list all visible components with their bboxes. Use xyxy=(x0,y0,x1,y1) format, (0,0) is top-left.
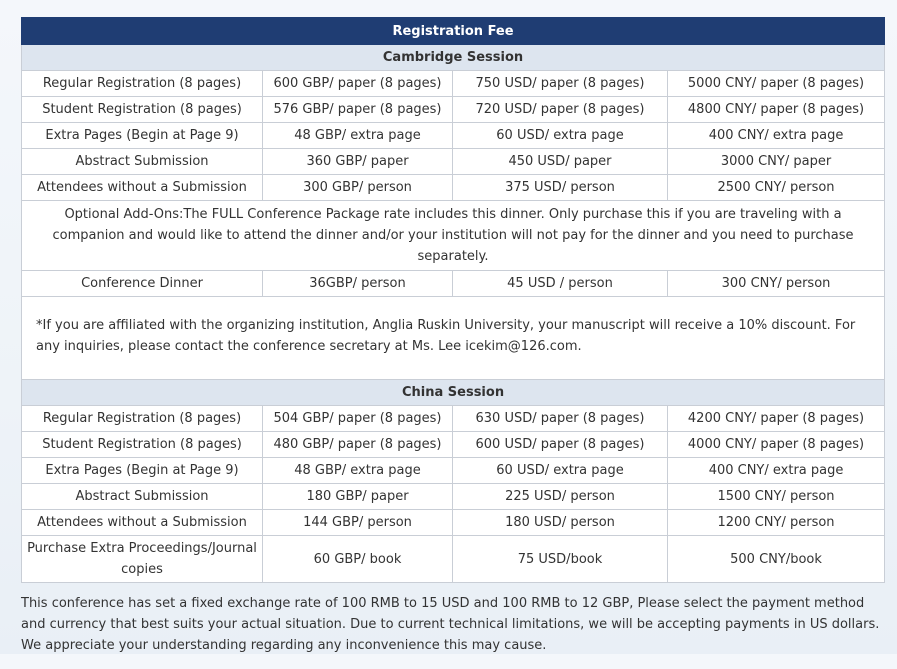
fee-cny: 2500 CNY/ person xyxy=(668,175,885,201)
fee-label: Regular Registration (8 pages) xyxy=(22,71,263,97)
fee-usd: 75 USD/book xyxy=(453,536,668,583)
fee-usd: 60 USD/ extra page xyxy=(453,458,668,484)
table-row xyxy=(22,123,885,149)
fee-usd: 60 USD/ extra page xyxy=(453,123,668,149)
fee-label: Abstract Submission xyxy=(22,149,263,175)
fee-usd: 600 USD/ paper (8 pages) xyxy=(453,432,668,458)
fee-label: Student Registration (8 pages) xyxy=(22,97,263,123)
fee-gbp: 480 GBP/ paper (8 pages) xyxy=(263,432,453,458)
fee-usd: 450 USD/ paper xyxy=(453,149,668,175)
fee-usd: 630 USD/ paper (8 pages) xyxy=(453,406,668,432)
fee-gbp: 180 GBP/ paper xyxy=(263,484,453,510)
fee-gbp: 48 GBP/ extra page xyxy=(263,123,453,149)
registration-fee-section xyxy=(21,17,884,669)
exchange-rate-note: This conference has set a fixed exchange rate of 100 RMB to 15 USD and 100 RMB to 12 GBP, Please select the payment method and currency that best suits your actual situation. Due to current technical limitations, we will be accepting payments in US dollars. We appreciate your understanding regarding any inconvenience this may cause. xyxy=(21,596,880,653)
fee-cny: 1200 CNY/ person xyxy=(668,510,885,536)
table-row xyxy=(22,432,885,458)
fee-label: Student Registration (8 pages) xyxy=(22,432,263,458)
fee-cny: 4000 CNY/ paper (8 pages) xyxy=(668,432,885,458)
fee-gbp: 504 GBP/ paper (8 pages) xyxy=(263,406,453,432)
fee-cny: 1500 CNY/ person xyxy=(668,484,885,510)
fee-gbp: 360 GBP/ paper xyxy=(263,149,453,175)
fee-gbp: 60 GBP/ book xyxy=(263,536,453,583)
fee-usd: 45 USD / person xyxy=(453,271,668,297)
optional-addons-note: Optional Add-Ons:The FULL Conference Package rate includes this dinner. Only purchase this if you are traveling with a companion and would like to attend the dinner and/or your institution will not pay for the dinner and you need to purchase separately. xyxy=(22,201,885,271)
fee-label: Extra Pages (Begin at Page 9) xyxy=(22,458,263,484)
fee-gbp: 300 GBP/ person xyxy=(263,175,453,201)
china-session-heading: China Session xyxy=(22,380,885,406)
fee-cny: 4800 CNY/ paper (8 pages) xyxy=(668,97,885,123)
registration-fee-table xyxy=(21,17,885,583)
fee-label: Abstract Submission xyxy=(22,484,263,510)
fee-label: Attendees without a Submission xyxy=(22,175,263,201)
discount-note: *If you are affiliated with the organizing institution, Anglia Ruskin University, your manuscript will receive a 10% discount. For any inquiries, please contact the conference secretary at Ms. Lee icekim@126.com. xyxy=(22,297,885,380)
fee-cny: 5000 CNY/ paper (8 pages) xyxy=(668,71,885,97)
fee-cny: 4200 CNY/ paper (8 pages) xyxy=(668,406,885,432)
table-row xyxy=(22,510,885,536)
fee-cny: 400 CNY/ extra page xyxy=(668,123,885,149)
table-row xyxy=(22,271,885,297)
fee-cny: 400 CNY/ extra page xyxy=(668,458,885,484)
fee-label: Extra Pages (Begin at Page 9) xyxy=(22,123,263,149)
fee-usd: 375 USD/ person xyxy=(453,175,668,201)
table-row xyxy=(22,71,885,97)
table-row xyxy=(22,149,885,175)
fee-label: Purchase Extra Proceedings/Journal copies xyxy=(22,536,263,583)
fee-gbp: 600 GBP/ paper (8 pages) xyxy=(263,71,453,97)
fee-usd: 750 USD/ paper (8 pages) xyxy=(453,71,668,97)
fee-cny: 300 CNY/ person xyxy=(668,271,885,297)
fee-label: Conference Dinner xyxy=(22,271,263,297)
fee-label: Regular Registration (8 pages) xyxy=(22,406,263,432)
fee-gbp: 576 GBP/ paper (8 pages) xyxy=(263,97,453,123)
table-row xyxy=(22,458,885,484)
fee-gbp: 48 GBP/ extra page xyxy=(263,458,453,484)
fee-usd: 180 USD/ person xyxy=(453,510,668,536)
table-row xyxy=(22,484,885,510)
table-row xyxy=(22,175,885,201)
fee-label: Attendees without a Submission xyxy=(22,510,263,536)
table-title: Registration Fee xyxy=(22,18,885,45)
fee-gbp: 36GBP/ person xyxy=(263,271,453,297)
table-row xyxy=(22,536,885,583)
cambridge-session-heading: Cambridge Session xyxy=(22,45,885,71)
table-row xyxy=(22,406,885,432)
fee-cny: 500 CNY/book xyxy=(668,536,885,583)
fee-gbp: 144 GBP/ person xyxy=(263,510,453,536)
fee-usd: 225 USD/ person xyxy=(453,484,668,510)
table-row xyxy=(22,97,885,123)
fee-usd: 720 USD/ paper (8 pages) xyxy=(453,97,668,123)
fee-cny: 3000 CNY/ paper xyxy=(668,149,885,175)
